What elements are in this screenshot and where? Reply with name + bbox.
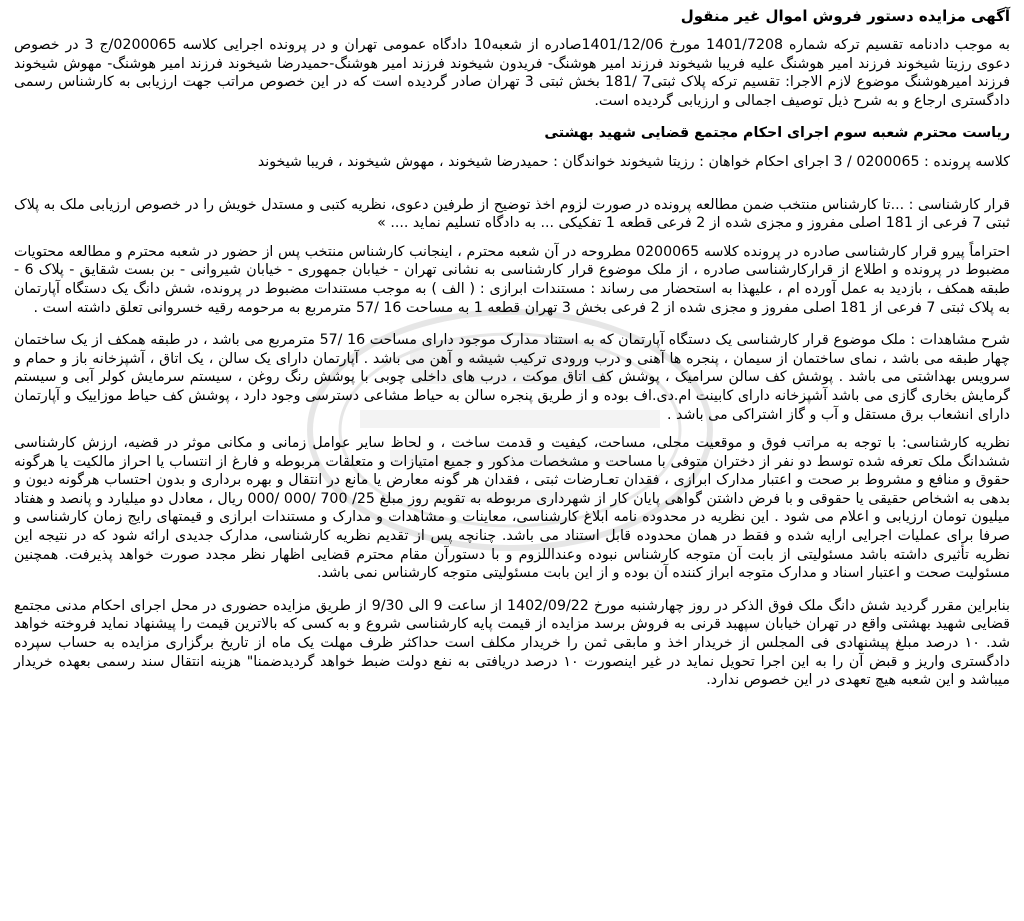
intro-paragraph: به موجب دادنامه تقسیم ترکه شماره 1401/7208 مورخ 1401/12/06صادره از شعبه10 دادگاه عمومی تهران و در پرونده اجرایی کلاسه 0200065/ج 3 در خصوص دعوی رزیتا شیخوند فرزند امیر هوشنگ علیه فریبا شیخوند فرزند امیر هوشنگ- فریدون شیخوند فرزند امیر هوشنگ-حمیدرضا شیخوند فرزند امیر هوشنگ- مهوش شیخوند فرزند امیرهوشنگ موضوع لازم الاجرا: تقسیم ترکه پلاک ثبتی7 /181 بخش ثبتی 3 تهران صادر گردیده است که در این خصوص مراتب جهت ارزیابی به کارشناس رسمی دادگستری ارجاع و به شرح ذیل توصیف اجمالی و ارزیابی گردیده است.: [14, 37, 1010, 109]
observations-paragraph: شرح مشاهدات : ملک موضوع قرار کارشناسی یک دستگاه آپارتمان که به استناد مدارک موجود دارای مساحت 16 /57 مترمربع می باشد ، در طبقه همکف از یک ساختمان چهار طبقه می باشد ، نمای ساختمان از سیمان ، پنجره ها آهنی و درب ورودی ترکیب شیشه و آهن می باشد . آپارتمان دارای یک سالن ، یک اتاق ، آشپزخانه باز و حمام و سرویس بهداشتی می باشد . پوشش کف سالن سرامیک ، پوشش کف اتاق موکت ، درب های داخلی چوبی با پوشش رنگ روغن ، سیستم سرمایش کولر آبی و سیستم گرمایش بخاری گازی می باشد آشپزخانه دارای کابینت ام.دی.اف بوده و از طریق پنجره سالن به حیاط مشاعی دسترسی وجود دارد ، پوشش کف حیاط موزاییک و آپارتمان دارای انشعاب برق مستقل و آب و گاز اشتراکی می باشد .: [14, 332, 1010, 423]
notice-title: آگهی مزایده دستور فروش اموال غیر منقول: [680, 7, 1010, 25]
decision-paragraph: قرار کارشناسی : ...تا کارشناس منتخب ضمن مطالعه پرونده در صورت لزوم اخذ توضیح از طرفین دعوی، نظریه کتبی و مستدل خویش را در خصوص ارزیابی ملک به پلاک ثبتی 7 فرعی از 181 اصلی مفروز و مجزی شده از 2 فرعی قطعه 1 تفکیکی ... به دادگاه تسلیم نماید .... »: [14, 196, 1010, 232]
address-line: ریاست محترم شعبه سوم اجرای احکام مجتمع قضایی شهید بهشتی: [544, 125, 1010, 142]
respect-paragraph: احتراماً پیرو قرار کارشناسی صادره در پرونده کلاسه 0200065 مطروحه در آن شعبه محترم ، اینجانب کارشناس منتخب پس از حضور در شعبه محترم و مطالعه محتویات مضبوط در پرونده و اطلاع از قرارکارشناسی صادره ، از ملک موضوع قرار کارشناسی به نشانی تهران - خیابان جمهوری - خیابان شیروانی - بن بست شقایق - پلاک 6 - طبقه همکف ، بازدید به عمل آورده ام ، علیهذا به استحضار می رساند : مستندات ابرازی : ( الف ) به موجب مستندات مضبوط در پرونده، شش دانگ یک دستگاه آپارتمان به پلاک ثبتی 7 فرعی از 181 اصلی مفروز و مجزی شده از 2 فرعی بخش 3 تهران قطعه 1 به مساحت 16 /57 مترمربع به مرحومه رقیه خسروانی تعلق داشته است .: [14, 243, 1011, 316]
opinion-paragraph: نظریه کارشناسی: با توجه به مراتب فوق و موقعیت محلی، مساحت، کیفیت و قدمت ساخت ، و لحاظ سایر عوامل زمانی و مکانی موثر در قضیه، ارزش کارشناسی ششدانگ ملک تعرفه شده توسط دو نفر از دختران متوفی با مساحت و مشخصات مذکور و جمیع امتیازات و متعلقات مربوطه و فارغ از انتساب یا احراز مالکیت یا هرگونه حقوق و منافع و مشروط بر صحت و اعتبار مدارک ابرازی ، فقدان تعـارضات ثبتی ، فقدان هر گونه معارض یا مانع در انتقال و بهره برداری و بدون احتساب هرگونه دیون و بدهی به اشخاص حقیقی یا حقوقی و با فرض داشتن گواهی پایان کار از شهرداری مربوطه به تقویم روز مبلغ 25/ 700 /000 /000 ریال ، معادل دو میلیارد و پانصد و هفتاد میلیون تومان ارزیابی و اعلام می شود . این نظریه در محدوده نامه ابلاغ کارشناسی، معاینات و مشاهدات و مدارک و مستندات ابرازی و قیمتهای رایج زمان کارشناسی و صرفا برای عملیات اجرایی ارایه شده و فقط در همان محدوده قابل استناد می باشد. چنانچه پس از تقدیم نظریه کارشناسی، مدارک جدیدی ارائه شود که در نتیجه این نظریه تأثیری داشته باشد مسئولیتی از بابت آن متوجه کارشناس نبوده وعنداللزوم و با دستورآن مقام محترم قضایی اظهار نظر مجدد صورت خواهد پذیرفت. همچنین مسئولیت صحت و اعتبار اسناد و مدارک متوجه ابراز کننده آن بوده و از این بابت مسئولیتی متوجه کارشناس نمی باشد.: [14, 435, 1011, 582]
case-line: کلاسه پرونده : 0200065 / 3 اجرای احکام خواهان : رزیتا شیخوند خواندگان : حمیدرضا شیخوند ، مهوش شیخوند ، فریبا شیخوند: [257, 153, 1010, 170]
auction-paragraph: بنابراین مقرر گردید شش دانگ ملک فوق الذکر در روز چهارشنبه مورخ 1402/09/22 از ساعت 9 الی 9/30 از طریق مزایده حضوری در محل اجرای احکام مدنی مجتمع قضایی شهید بهشتی واقع در تهران خیابان سپهبد قرنی به فروش برسد مزایده از قیمت پایه کارشناسی شروع و به کسی که بالاترین قیمت را پیشنهاد نماید فروخته خواهد شد. ۱۰ درصد مبلغ پیشنهادی فی المجلس از خریدار اخذ و مابقی ثمن را خریدار مکلف است حداکثر ظرف مهلت یک ماه از تاریخ برگزاری مزایده به حساب سپرده دادگستری واریز و قبض آن را به این اجرا تحویل نماید در غیر اینصورت ۱۰ درصد دریافتی به نفع دولت ضبط خواهد گردیدضمنا" هزینه انتقال سند رسمی بعهده خریدار میباشد و این شعبه هیچ تعهدی در این خصوص ندارد.: [14, 597, 1010, 689]
